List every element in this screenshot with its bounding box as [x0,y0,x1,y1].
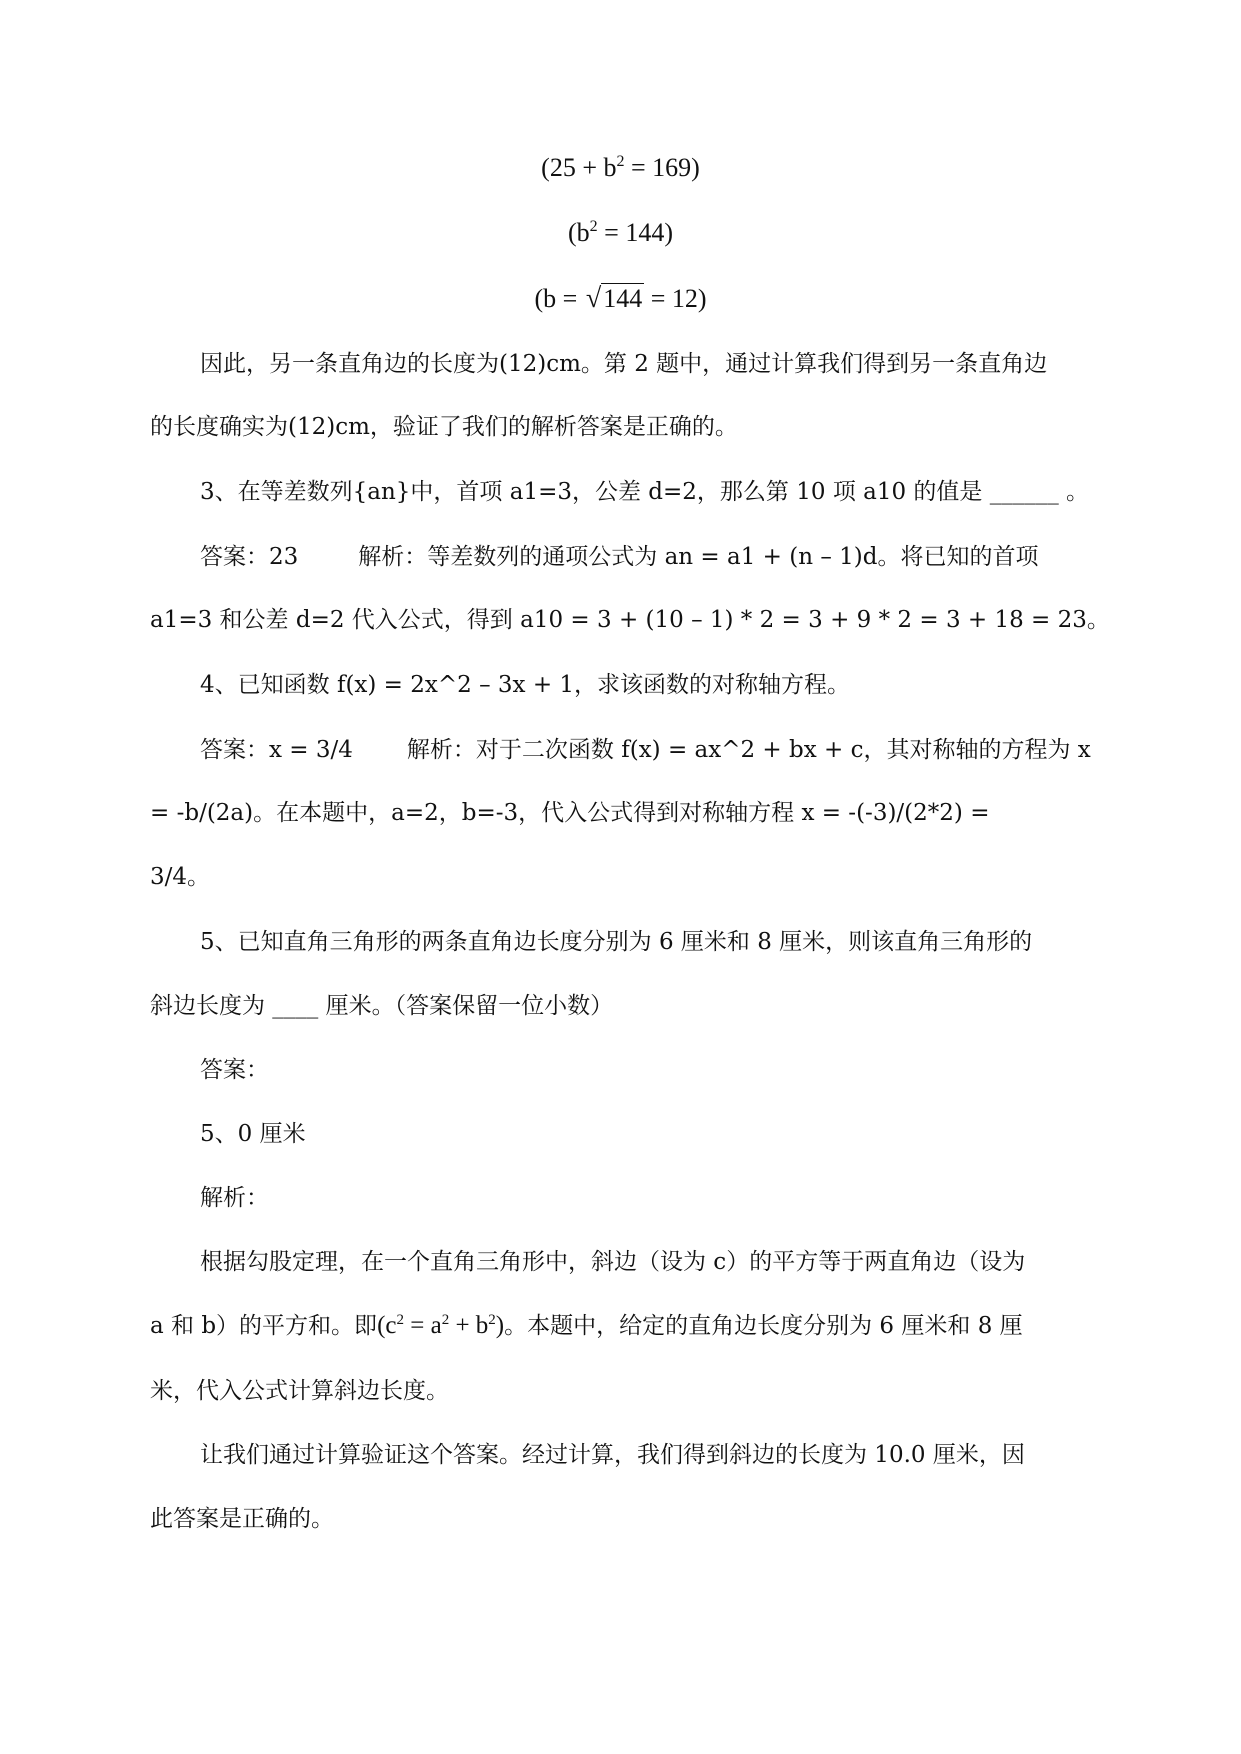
answer-3: 答案：23 [200,544,299,570]
paragraph-line: 米，代入公式计算斜边长度。 [150,1378,449,1404]
question-5-line-2: 斜边长度为 ____ 厘米。（答案保留一位小数） [150,993,614,1019]
analysis-4-end: 3/4。 [150,864,211,890]
paragraph-line: 让我们通过计算验证这个答案。经过计算，我们得到斜边的长度为 10.0 厘米，因 [200,1442,1025,1468]
paragraph-line: 此答案是正确的。 [150,1506,334,1532]
equation-3: (b = √144 = 12) [0,281,1241,317]
paragraph-line-with-equation: a 和 b）的平方和。即$(c^2 = a^2 + b^2)$。本题中，给定的直角边长度分别为 6 厘米和 8 厘 [150,1312,1023,1339]
equation-1: $(25 + b^2 = 169)$ [541,153,700,182]
answer-4-line [200,733,1100,767]
paragraph-line: 根据勾股定理，在一个直角三角形中，斜边（设为 c）的平方等于两直角边（设为 [200,1249,1026,1275]
paragraph-line: 因此，另一条直角边的长度为(12)cm。第 2 题中，通过计算我们得到另一条直角边 [200,351,1048,377]
answer-5-value: 5、0 厘米 [200,1121,306,1147]
answer-4: 答案：x = 3/4 [200,737,353,763]
answer-5-label: 答案： [200,1057,269,1083]
answer-3-line [200,540,1100,574]
pythagorean-equation: $(c^2 = a^2 + b^2)$ [377,1312,505,1339]
question-4: 4、已知函数 f(x) = 2x^2 – 3x + 1，求该函数的对称轴方程。 [200,672,851,698]
paragraph-line: 的长度确实为(12)cm，验证了我们的解析答案是正确的。 [150,414,738,440]
question-5-line-1: 5、已知直角三角形的两条直角边长度分别为 6 厘米和 8 厘米，则该直角三角形的 [200,929,1033,955]
analysis-4: 解析：对于二次函数 f(x) = ax^2 + bx + c，其对称轴的方程为 x [406,737,1091,763]
square-root: √144 [585,283,643,314]
analysis-3-continued: a1=3 和公差 d=2 代入公式，得到 a10 = 3 + (10 – 1) * 2 = 3 + 9 * 2 = 3 + 18 = 23。 [150,607,1110,633]
analysis-5-label: 解析： [200,1185,269,1211]
analysis-3: 解析：等差数列的通项公式为 an = a1 + (n – 1)d。将已知的首项 [358,544,1039,570]
analysis-4-continued: = -b/(2a)。在本题中，a=2，b=-3，代入公式得到对称轴方程 x = -(-3)/(2*2) = [150,800,990,826]
question-3: 3、在等差数列{an}中，首项 a1=3，公差 d=2，那么第 10 项 a10 的值是 ______ 。 [200,479,1090,505]
equation-2: $(b^2 = 144)$ [568,218,673,247]
